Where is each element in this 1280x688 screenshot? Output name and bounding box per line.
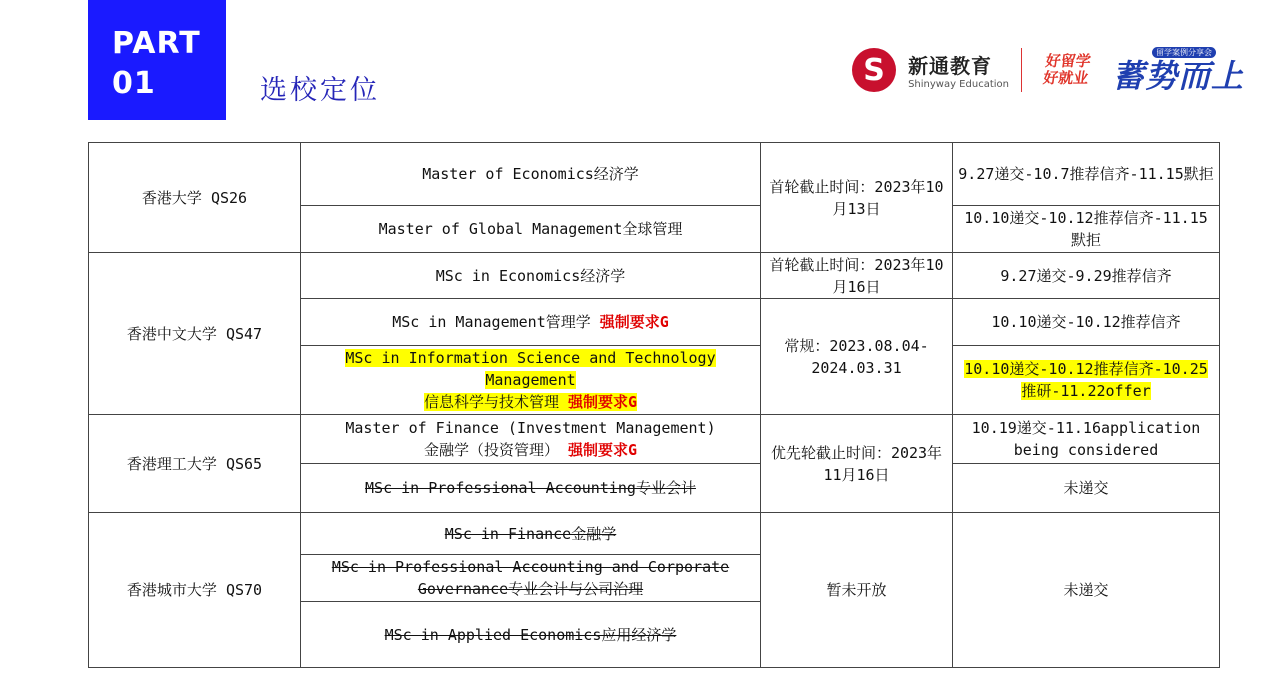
part-number: 01 (112, 66, 156, 101)
program-cell (301, 415, 761, 464)
university-name: 香港理工大学 QS65 (89, 415, 301, 513)
program-name: Master of Economics经济学 (301, 143, 761, 206)
study-job-logo-line2: 好就业 (1042, 69, 1090, 87)
logo-divider (1021, 48, 1022, 92)
event-logo-subtitle: 留学案例分享会 (1152, 47, 1216, 58)
status-cell: 未递交 (953, 464, 1220, 513)
program-name: Master of Global Management全球管理 (301, 206, 761, 253)
university-name: 香港中文大学 QS47 (89, 253, 301, 415)
program-cell (301, 555, 761, 602)
table-row (89, 143, 1220, 206)
table-row (89, 253, 1220, 299)
requirement-tag: 强制要求G (568, 393, 638, 411)
school-selection-table (88, 142, 1220, 668)
table-row (89, 415, 1220, 464)
program-name: MSc in Management管理学 (392, 313, 591, 331)
program-name: MSc in Economics经济学 (301, 253, 761, 299)
program-name: MSc in Professional Accounting专业会计 (301, 464, 761, 513)
status-cell: 9.27递交-10.7推荐信齐-11.15默拒 (953, 143, 1220, 206)
study-job-logo (1032, 53, 1103, 87)
university-name: 香港大学 QS26 (89, 143, 301, 253)
program-name-line2: 金融学（投资管理） (423, 441, 559, 459)
status-cell: 10.19递交-11.16application being considered (953, 415, 1220, 464)
study-job-logo-line1: 好留学 (1044, 52, 1093, 70)
program-name-line2: Management (485, 371, 576, 389)
logo-group (852, 40, 1244, 100)
program-name-line1: MSc in Professional Accounting and Corporate (331, 558, 730, 576)
status-text: 10.10递交-10.12推荐信齐-10.25推研-11.22offer (964, 360, 1208, 400)
brand-name-en: Shinyway Education (908, 79, 1009, 90)
program-cell (301, 346, 761, 415)
program-name: MSc in Finance金融学 (301, 513, 761, 555)
table-row (89, 513, 1220, 555)
part-badge (88, 0, 226, 120)
event-logo (1112, 47, 1244, 94)
brand-name-cn: 新通教育 (908, 54, 993, 78)
shinyway-logo-icon: S (852, 48, 896, 92)
program-name-line1: MSc in Information Science and Technology (345, 349, 716, 367)
status-cell (953, 346, 1220, 415)
status-cell: 9.27递交-9.29推荐信齐 (953, 253, 1220, 299)
deadline-cell: 首轮截止时间：2023年10月16日 (761, 253, 953, 299)
program-name-line3: 信息科学与技术管理 (423, 393, 559, 411)
university-name: 香港城市大学 QS70 (89, 513, 301, 668)
brand-name (908, 50, 1009, 90)
status-cell: 10.10递交-10.12推荐信齐-11.15默拒 (953, 206, 1220, 253)
section-title: 选校定位 (260, 75, 380, 106)
deadline-cell: 暂未开放 (761, 513, 953, 668)
program-cell (301, 299, 761, 346)
requirement-tag: 强制要求G (568, 441, 638, 459)
deadline-cell: 常规：2023.08.04-2024.03.31 (761, 299, 953, 415)
program-name-line1: Master of Finance (Investment Management) (345, 419, 716, 437)
deadline-cell: 优先轮截止时间：2023年11月16日 (761, 415, 953, 513)
deadline-cell: 首轮截止时间：2023年10月13日 (761, 143, 953, 253)
status-cell: 10.10递交-10.12推荐信齐 (953, 299, 1220, 346)
part-label: PART (112, 26, 201, 61)
program-name-line2: Governance专业会计与公司治理 (417, 580, 644, 598)
status-cell: 未递交 (953, 513, 1220, 668)
event-logo-title: 蓄势而上 (1111, 56, 1244, 95)
program-name: MSc in Applied Economics应用经济学 (301, 602, 761, 668)
requirement-tag: 强制要求G (599, 313, 669, 331)
